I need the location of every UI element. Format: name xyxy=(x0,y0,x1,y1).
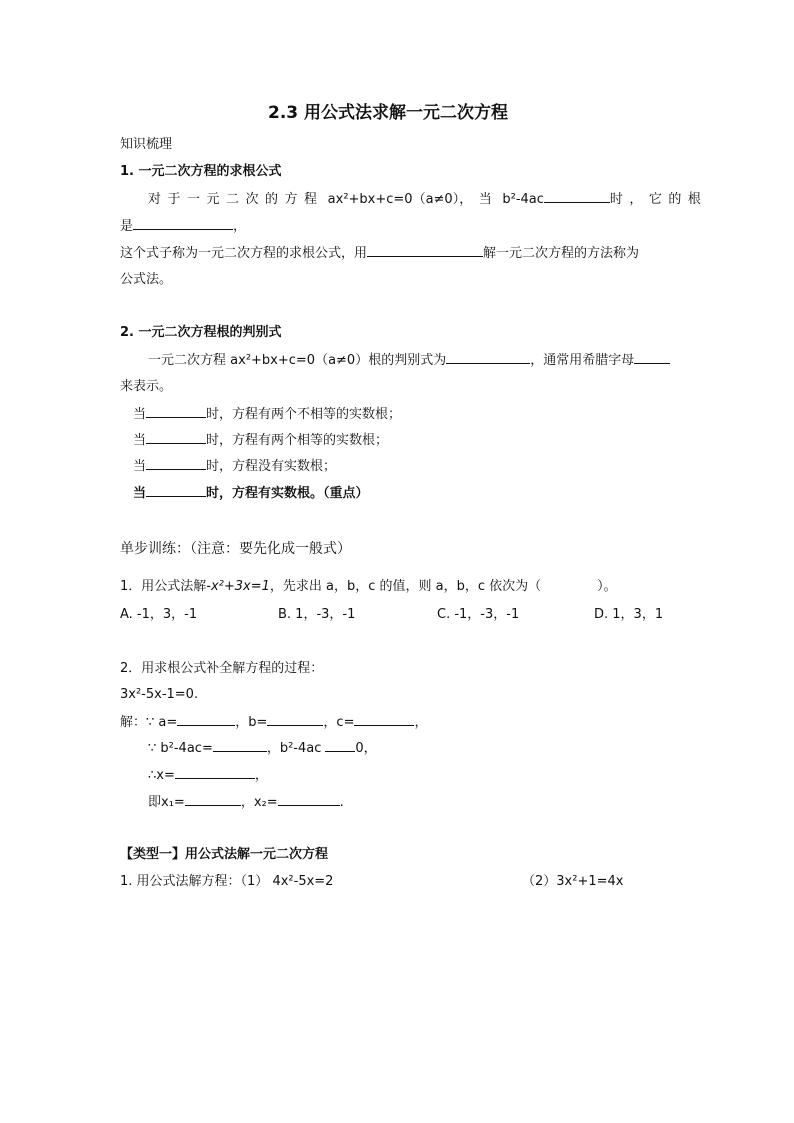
s2-case-2-post: 时，方程有两个相等的实数根； xyxy=(206,433,389,448)
s1-line3-end: 解一元二次方程的方法称为 xyxy=(483,246,640,261)
blank-x2[interactable] xyxy=(278,793,340,806)
s2-case-2-blank[interactable] xyxy=(146,431,206,444)
s1-line1-eq: ax²+bx+c=0（a≠0） xyxy=(327,192,460,207)
type1-q1-eq1: 4x²-5x=2 xyxy=(272,874,334,889)
s2-case-4-post: 时，方程有实数根。（重点） xyxy=(206,486,369,501)
s2-case-2 xyxy=(133,431,388,450)
solution-x xyxy=(148,766,268,785)
blank-x1[interactable] xyxy=(185,793,241,806)
s2-blank-greek[interactable] xyxy=(634,351,670,364)
s2-case-1-post: 时，方程有两个不相等的实数根； xyxy=(206,407,402,422)
page-title: 2.3 用公式法求解一元二次方程 xyxy=(268,103,509,123)
option-a[interactable]: A. -1，3，-1 xyxy=(120,607,198,622)
s2-heading: 2. 一元二次方程根的判别式 xyxy=(120,325,282,340)
solution-coefficients xyxy=(120,713,427,732)
option-b[interactable]: B. 1，-3，-1 xyxy=(278,607,356,622)
s1-line1-end: 时，它的根 xyxy=(609,192,708,207)
sol-c-label: ，c= xyxy=(323,715,355,730)
solution-discriminant xyxy=(148,739,377,758)
sol-end: ， xyxy=(414,715,428,730)
s1-blank-root[interactable] xyxy=(133,217,233,230)
disc-end: 0， xyxy=(355,741,377,756)
training-q1 xyxy=(120,578,617,596)
s2-case-3-post: 时，方程没有实数根； xyxy=(206,459,337,474)
s2-line2: 来表示。 xyxy=(120,379,173,394)
s1-line1-when: ，当 xyxy=(459,192,499,207)
s2-case-4-pre: 当 xyxy=(133,486,147,501)
s2-case-3-blank[interactable] xyxy=(146,457,206,470)
blank-x[interactable] xyxy=(175,766,255,779)
s2-case-3-pre: 当 xyxy=(133,459,147,474)
training-q1-eq: -x²+3x=1 xyxy=(206,579,270,594)
s1-line3 xyxy=(120,244,639,263)
type1-q1-part2: （2）3x²+1=4x xyxy=(522,874,624,889)
blank-b[interactable] xyxy=(267,713,323,726)
disc-label: ∵ b²-4ac= xyxy=(148,741,213,756)
type1-q1 xyxy=(120,873,333,891)
x1-label: 即x₁= xyxy=(148,795,185,810)
s2-case-2-pre: 当 xyxy=(133,433,147,448)
s2-line1-eq: ax²+bx+c=0（a≠0）根的判别式为 xyxy=(230,353,447,368)
x2-label: ，x₂= xyxy=(240,795,278,810)
s2-blank-discriminant[interactable] xyxy=(446,351,530,364)
training-q2: 2．用求根公式补全解方程的过程： xyxy=(120,661,324,676)
blank-compare[interactable] xyxy=(325,739,355,752)
training-q1-text: 1．用公式法解 xyxy=(120,579,207,594)
s1-blank-condition[interactable] xyxy=(544,190,610,203)
training-heading: 单步训练：（注意：要先化成一般式） xyxy=(120,541,351,557)
type1-heading: 【类型一】用公式法解一元二次方程 xyxy=(120,847,329,862)
s2-case-1-blank[interactable] xyxy=(146,405,206,418)
s1-line2-end: ， xyxy=(233,219,247,234)
s1-line1-disc: b²-4ac xyxy=(502,192,544,207)
s1-line1-text: 对于一元二次的方程 xyxy=(148,192,324,207)
s2-case-4-blank[interactable] xyxy=(146,484,206,497)
blank-a[interactable] xyxy=(177,713,235,726)
s2-case-4 xyxy=(133,484,369,503)
disc-compare-label: ，b²-4ac xyxy=(266,741,322,756)
option-d[interactable]: D. 1，3，1 xyxy=(594,607,664,622)
solution-roots xyxy=(148,793,344,812)
blank-c[interactable] xyxy=(354,713,414,726)
x-label: ∴x= xyxy=(148,768,175,783)
s2-case-1 xyxy=(133,405,401,424)
s2-line1 xyxy=(148,351,670,370)
training-q1-end: ）。 xyxy=(597,579,617,594)
s1-heading: 1. 一元二次方程的求根公式 xyxy=(120,164,282,179)
type1-q1-text: 1. 用公式法解方程：（1） xyxy=(120,874,269,889)
s1-line4: 公式法。 xyxy=(120,272,173,287)
s2-case-3 xyxy=(133,457,336,476)
option-c[interactable]: C. -1，-3，-1 xyxy=(437,607,520,622)
s1-line2 xyxy=(120,217,246,236)
section-heading: 知识梳理 xyxy=(120,137,173,152)
s1-line3-text: 这个式子称为一元二次方程的求根公式，用 xyxy=(120,246,368,261)
s2-case-1-pre: 当 xyxy=(133,407,147,422)
s2-line1-end: ，通常用希腊字母 xyxy=(530,353,635,368)
blank-discriminant[interactable] xyxy=(213,739,267,752)
x-end: ， xyxy=(254,768,268,783)
sol-a-label: 解：∵ a= xyxy=(120,715,178,730)
roots-end: . xyxy=(339,795,344,810)
s1-blank-method[interactable] xyxy=(367,244,483,257)
s1-line1 xyxy=(148,190,707,209)
s2-line1-text: 一元二次方程 xyxy=(148,353,227,368)
s1-line2-text: 是 xyxy=(120,219,134,234)
training-q2-equation: 3x²-5x-1=0. xyxy=(120,687,199,702)
sol-b-label: ，b= xyxy=(235,715,268,730)
training-q1-ask: ，先求出 a，b，c 的值，则 a，b，c 依次为（ xyxy=(269,579,542,594)
